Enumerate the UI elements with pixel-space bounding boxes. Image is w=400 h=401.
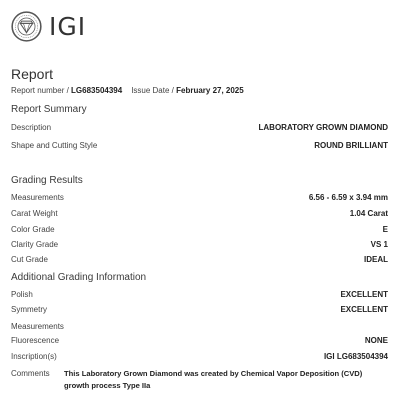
comments-value: This Laboratory Grown Diamond was created by Chemical Vapor Deposition (CVD) growth process Type IIa [64,369,363,390]
row-value: ROUND BRILLIANT [314,141,388,150]
row-value: 1.04 Carat [349,209,388,218]
row-value: EXCELLENT [340,290,388,299]
igi-logo [11,10,86,42]
additional-row-polish [11,290,388,302]
summary-row-description [11,123,388,135]
row-label: Inscription(s) [11,352,57,361]
report-title: Report [11,66,54,82]
row-value: E [382,225,388,234]
row-label: Polish [11,290,33,299]
summary-row-shape [11,141,388,153]
report-number-value: LG683504394 [71,86,123,95]
grading-row-clarity [11,240,388,252]
grading-row-carat [11,209,388,221]
row-label: Description [11,123,52,132]
issue-date-label: Issue Date / [131,86,177,95]
row-label: Carat Weight [11,209,58,218]
row-label: Color Grade [11,225,55,234]
row-value: VS 1 [370,240,388,249]
row-label: Measurements [11,193,64,202]
additional-row-fluorescence [11,336,388,348]
row-value: IGI LG683504394 [323,352,388,361]
report-number-label: Report number / [11,86,72,95]
additional-row-measurements [11,322,388,334]
row-value: NONE [364,336,388,345]
row-label: Symmetry [11,305,47,314]
igi-logo-text: IGI [49,11,87,41]
report-summary-heading: Report Summary [11,104,87,115]
row-label: Cut Grade [11,255,48,264]
row-value: LABORATORY GROWN DIAMOND [258,123,388,132]
issue-date-value: February 27, 2025 [176,86,244,95]
grading-row-cut [11,255,388,267]
row-label: Measurements [11,322,64,331]
comments-label: Comments [11,369,50,378]
row-value: 6.56 - 6.59 x 3.94 mm [308,193,388,202]
additional-row-inscriptions [11,352,388,364]
row-label: Clarity Grade [11,240,59,249]
report-meta [11,86,244,95]
row-value: IDEAL [364,255,388,264]
grading-row-color [11,225,388,237]
grading-row-measurements [11,193,388,205]
additional-row-symmetry [11,305,388,317]
row-value: EXCELLENT [340,305,388,314]
row-label: Shape and Cutting Style [11,141,98,150]
igi-seal-icon [11,11,42,42]
additional-grading-heading: Additional Grading Information [11,272,147,283]
row-label: Fluorescence [11,336,60,345]
grading-results-heading: Grading Results [11,175,83,186]
